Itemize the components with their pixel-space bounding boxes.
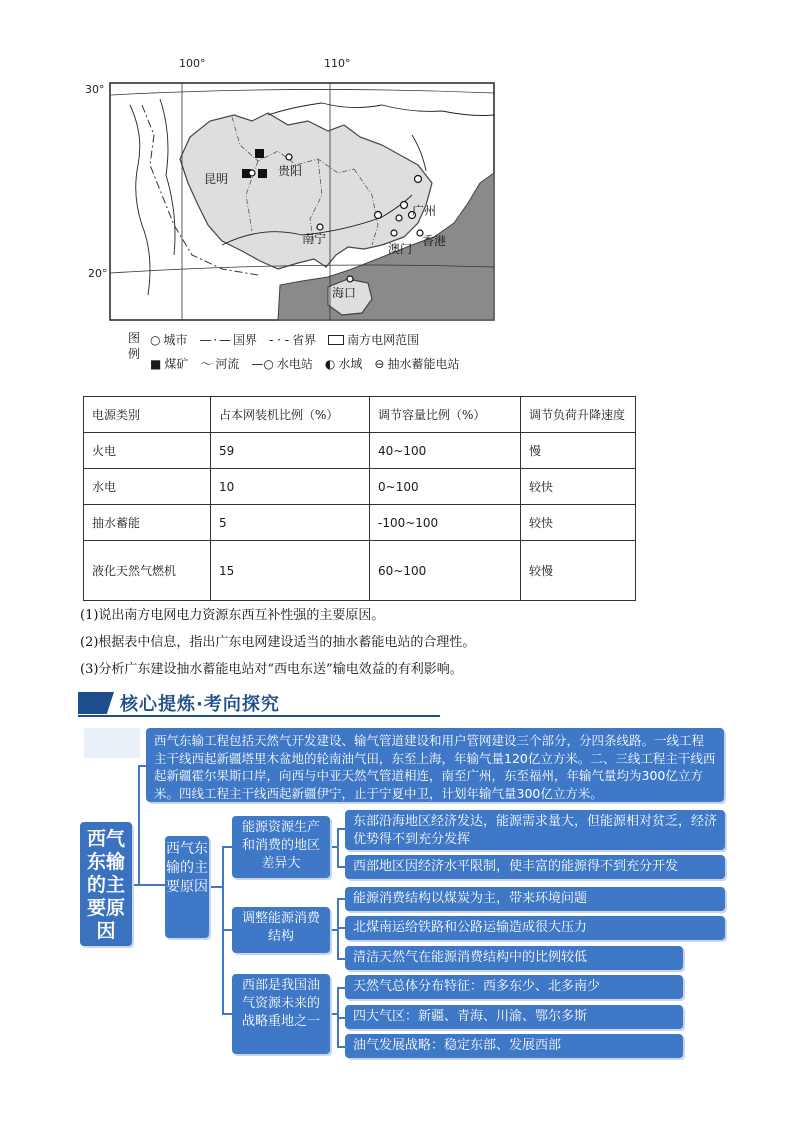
- mindmap-leaf: 油气发展战略：稳定东部、发展西部: [345, 1034, 683, 1058]
- connector: [209, 886, 223, 888]
- connector: [222, 1013, 232, 1015]
- city-label-kunming: 昆明: [204, 172, 229, 186]
- legend-row-1: [150, 331, 431, 348]
- connector: [337, 898, 339, 960]
- lat-20-label: 20°: [88, 267, 108, 280]
- decorative-box: [84, 728, 140, 758]
- table-cell: 水电: [84, 469, 211, 505]
- mindmap-category-3: 西部是我国油气资源未来的战略重地之一: [232, 974, 330, 1054]
- table-cell: 0~100: [370, 469, 521, 505]
- legend-river: 河流: [215, 357, 240, 371]
- header-rule: [78, 715, 440, 717]
- legend-hydro: 水电站: [276, 357, 313, 371]
- table-cell: 40~100: [370, 433, 521, 469]
- legend-water: 水域: [338, 357, 363, 371]
- mindmap-sub: 西气东输的主要原因: [165, 836, 209, 938]
- hydro-station-icon: —○: [251, 356, 274, 371]
- mindmap-root: 西气东输的主要原因: [80, 822, 132, 946]
- connector: [132, 884, 165, 886]
- lon-100-label: 100°: [179, 57, 206, 70]
- legend-row-2: [150, 355, 471, 372]
- legend-pumped-storage: 抽水蓄能电站: [387, 357, 460, 371]
- map-drawing: [82, 55, 522, 375]
- table-cell: 5: [211, 505, 370, 541]
- coal-mine-icon: ■: [150, 356, 162, 371]
- question-1: (1)说出南方电网电力资源东西互补性强的主要原因。: [80, 608, 385, 623]
- question-2: (2)根据表中信息，指出广东电网建设适当的抽水蓄能电站的合理性。: [80, 635, 476, 650]
- mindmap-leaf: 四大气区：新疆、青海、川渝、鄂尔多斯: [345, 1005, 683, 1029]
- lon-110-label: 110°: [324, 57, 351, 70]
- table-header: 调节负荷升降速度: [521, 397, 636, 433]
- water-area-icon: ◐: [324, 356, 336, 371]
- mindmap-category-2: 调整能源消费结构: [232, 907, 330, 953]
- connector: [337, 828, 339, 868]
- mindmap-category-1: 能源资源生产和消费的地区差异大: [232, 816, 330, 878]
- table-cell: -100~100: [370, 505, 521, 541]
- table-header: 调节容量比例（%）: [370, 397, 521, 433]
- power-grid-map: [82, 55, 522, 375]
- pumped-storage-icon: ⊖: [374, 356, 385, 371]
- mindmap-leaf: 北煤南运给铁路和公路运输造成很大压力: [345, 916, 725, 940]
- mindmap-leaf: 清洁天然气在能源消费结构中的比例较低: [345, 946, 683, 970]
- table-cell: 59: [211, 433, 370, 469]
- question-3: (3)分析广东建设抽水蓄能电站对“西电东送”输电效益的有利影响。: [80, 662, 463, 677]
- table-cell: 慢: [521, 433, 636, 469]
- mindmap-leaf: 东部沿海地区经济发达，能源需求量大，但能源相对贫乏，经济优势得不到充分发挥: [345, 810, 725, 850]
- lat-30-label: 30°: [85, 83, 105, 96]
- city-label-guangzhou: 广州: [412, 204, 437, 218]
- table-row: [84, 469, 636, 505]
- connector: [337, 987, 345, 989]
- city-label-haikou: 海口: [332, 286, 357, 300]
- table-cell: 60~100: [370, 541, 521, 601]
- legend-coal: 煤矿: [164, 357, 189, 371]
- legend-grid-range: 南方电网范围: [347, 333, 420, 347]
- header-bar-icon: [78, 692, 114, 714]
- mindmap-leaf: 西部地区因经济水平限制，使丰富的能源得不到充分开发: [345, 855, 725, 879]
- table-cell: 火电: [84, 433, 211, 469]
- city-label-macau: 澳门: [388, 242, 413, 256]
- connector: [222, 846, 232, 848]
- table-row: [84, 433, 636, 469]
- national-border-icon: — · —: [199, 332, 230, 347]
- table-header: 电源类别: [84, 397, 211, 433]
- mindmap-leaf: 能源消费结构以煤炭为主，带来环境问题: [345, 887, 725, 911]
- table-cell: 抽水蓄能: [84, 505, 211, 541]
- table-header: 占本网装机比例（%）: [211, 397, 370, 433]
- connector: [138, 765, 146, 767]
- mindmap-leaf: 天然气总体分布特征：西多东少、北多南少: [345, 975, 683, 999]
- city-label-nanning: 南宁: [302, 232, 327, 246]
- legend-province-border: 省界: [292, 333, 317, 347]
- river-icon: ～: [200, 357, 213, 371]
- grid-range-icon: [328, 335, 344, 345]
- table-cell: 较慢: [521, 541, 636, 601]
- section-header: [78, 692, 440, 718]
- legend-title: 图例: [128, 331, 141, 361]
- power-source-table: [83, 396, 636, 601]
- connector: [337, 1017, 345, 1019]
- connector: [138, 765, 140, 885]
- connector: [337, 828, 345, 830]
- connector: [337, 927, 345, 929]
- connector: [337, 866, 345, 868]
- connector: [222, 929, 232, 931]
- legend-city: 城市: [163, 333, 188, 347]
- table-header-row: [84, 397, 636, 433]
- table-cell: 较快: [521, 469, 636, 505]
- city-label-guiyang: 贵阳: [278, 164, 303, 178]
- table-cell: 较快: [521, 505, 636, 541]
- table-cell: 10: [211, 469, 370, 505]
- mindmap-top-note: 西气东输工程包括天然气开发建设、输气管道建设和用户管网建设三个部分，分四条线路。一线工程主干线西起新疆塔里木盆地的轮南油气田，东至上海，年输气量120亿立方米。二、三线工程主干线西起新疆霍尔果斯口岸，向西与中亚天然气管道相连，南至广州，东至福州，年输气量均为300亿立方米。四线工程主干线西起新疆伊宁，止于宁夏中卫，计划年输气量300亿立方米。: [146, 728, 724, 802]
- connector: [337, 1046, 345, 1048]
- city-label-hongkong: 香港: [422, 234, 447, 248]
- table-cell: 液化天然气燃机: [84, 541, 211, 601]
- table-row: [84, 541, 636, 601]
- table-row: [84, 505, 636, 541]
- connector: [337, 958, 345, 960]
- province-border-icon: - · -: [268, 332, 290, 347]
- connector: [337, 898, 345, 900]
- table-cell: 15: [211, 541, 370, 601]
- city-symbol-icon: ○: [150, 332, 161, 347]
- legend-national-border: 国界: [232, 333, 257, 347]
- section-title: 核心提炼·考向探究: [120, 694, 280, 715]
